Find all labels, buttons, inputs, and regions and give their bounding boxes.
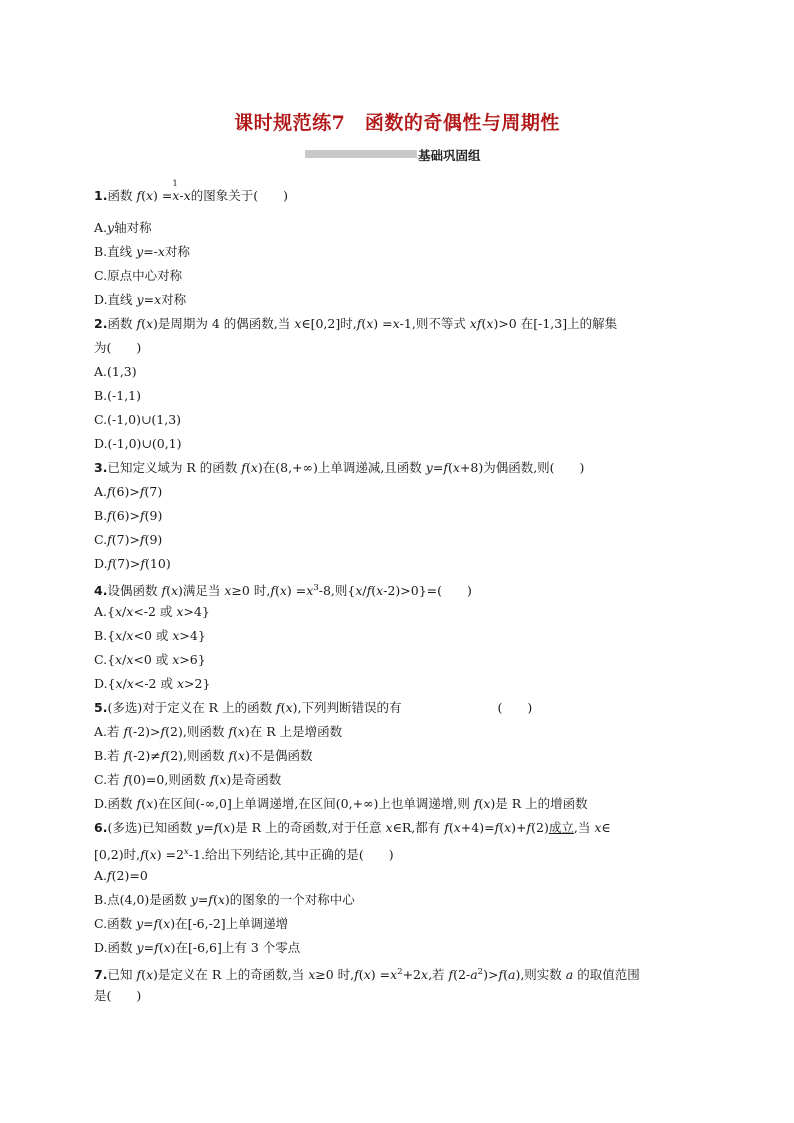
question-5: 5.(多选)对于定义在 R 上的函数 f(x),下列判断错误的有 ( ) bbox=[94, 700, 533, 715]
question-1: 1.函数 f(x) = 1 x-x的图象关于( ) bbox=[94, 179, 288, 203]
q5-option-b: B.若 f(-2)≠f(2),则函数 f(x)不是偶函数 bbox=[94, 748, 313, 763]
question-6: 6.(多选)已知函数 y=f(x)是 R 上的奇函数,对于任意 x∈R,都有 f(x+4)=f(x)+f(2)成立,当 x∈ bbox=[94, 820, 611, 835]
q3-option-d: D.f(7)>f(10) bbox=[94, 556, 171, 571]
q1-option-b: B.直线 y=-x对称 bbox=[94, 244, 190, 259]
q2-option-b: B.(-1,1) bbox=[94, 388, 142, 403]
q4-option-d: D.{x/x<-2 或 x>2} bbox=[94, 676, 211, 691]
question-2-cont: 为( ) bbox=[94, 340, 142, 355]
q3-option-c: C.f(7)>f(9) bbox=[94, 532, 163, 547]
q2-option-a: A.(1,3) bbox=[94, 364, 137, 379]
q6-option-d: D.函数 y=f(x)在[-6,6]上有 3 个零点 bbox=[94, 940, 301, 955]
question-3: 3.已知定义域为 R 的函数 f(x)在(8,+∞)上单调递减,且函数 y=f(x+8)为偶函数,则( ) bbox=[94, 460, 585, 475]
question-6-cont: [0,2)时$,f(x) =2^x-1$.给出下列结论,其中正确的是( ) bbox=[94, 847, 394, 862]
q3-option-a: A.f(6)>f(7) bbox=[94, 484, 163, 499]
page-title: 课时规范练7 函数的奇偶性与周期性 bbox=[234, 112, 560, 134]
q5-option-c: C.若 f(0)=0,则函数 f(x)是奇函数 bbox=[94, 772, 282, 787]
question-2: 2.函数 f(x)是周期为 4 的偶函数,当 x∈[0,2]时,f(x) =x-1,则不等式 xf(x)>0 在[-1,3]上的解集 bbox=[94, 316, 618, 331]
q6-option-c: C.函数 y=f(x)在[-6,-2]上单调递增 bbox=[94, 916, 289, 931]
q5-option-a: A.若 f(-2)>f(2),则函数 f(x)在 R 上是增函数 bbox=[94, 724, 343, 739]
q1-option-c: C.原点中心对称 bbox=[94, 268, 183, 283]
question-4: 4.设偶函数 f(x)满足当 x≥0 时$,f(x) =x^3-8$,则{x/f(x-2)>0}=( ) bbox=[94, 583, 472, 598]
q4-option-b: B.{x/x<0 或 x>4} bbox=[94, 628, 206, 643]
q6-option-b: B.点(4,0)是函数 y=f(x)的图象的一个对称中心 bbox=[94, 892, 355, 907]
q4-option-c: C.{x/x<0 或 x>6} bbox=[94, 652, 206, 667]
section-bar bbox=[305, 150, 417, 158]
question-7: 7.已知 f(x)是定义在 R 上的奇函数,当 x≥0 时$,f(x) =x^2+2x$,若 $f(2-a^2)>f(a)$,则实数 a 的取值范围 bbox=[94, 967, 640, 982]
question-7-cont: 是( ) bbox=[94, 988, 142, 1003]
q5-option-d: D.函数 f(x)在区间(-∞,0]上单调递增,在区间(0,+∞)上也单调递增,则 f(x)是 R 上的增函数 bbox=[94, 796, 588, 811]
q6-option-a: A.f(2)=0 bbox=[94, 868, 148, 883]
q2-option-c: C.(-1,0)∪(1,3) bbox=[94, 412, 182, 427]
section-label: 基础巩固组 bbox=[418, 148, 481, 163]
q2-option-d: D.(-1,0)∪(0,1) bbox=[94, 436, 182, 451]
q1-option-d: D.直线 y=x对称 bbox=[94, 292, 187, 307]
q3-option-b: B.f(6)>f(9) bbox=[94, 508, 163, 523]
q1-option-a: A.y轴对称 bbox=[94, 220, 152, 235]
fraction: 1 x bbox=[172, 179, 180, 203]
q4-option-a: A.{x/x<-2 或 x>4} bbox=[94, 604, 210, 619]
